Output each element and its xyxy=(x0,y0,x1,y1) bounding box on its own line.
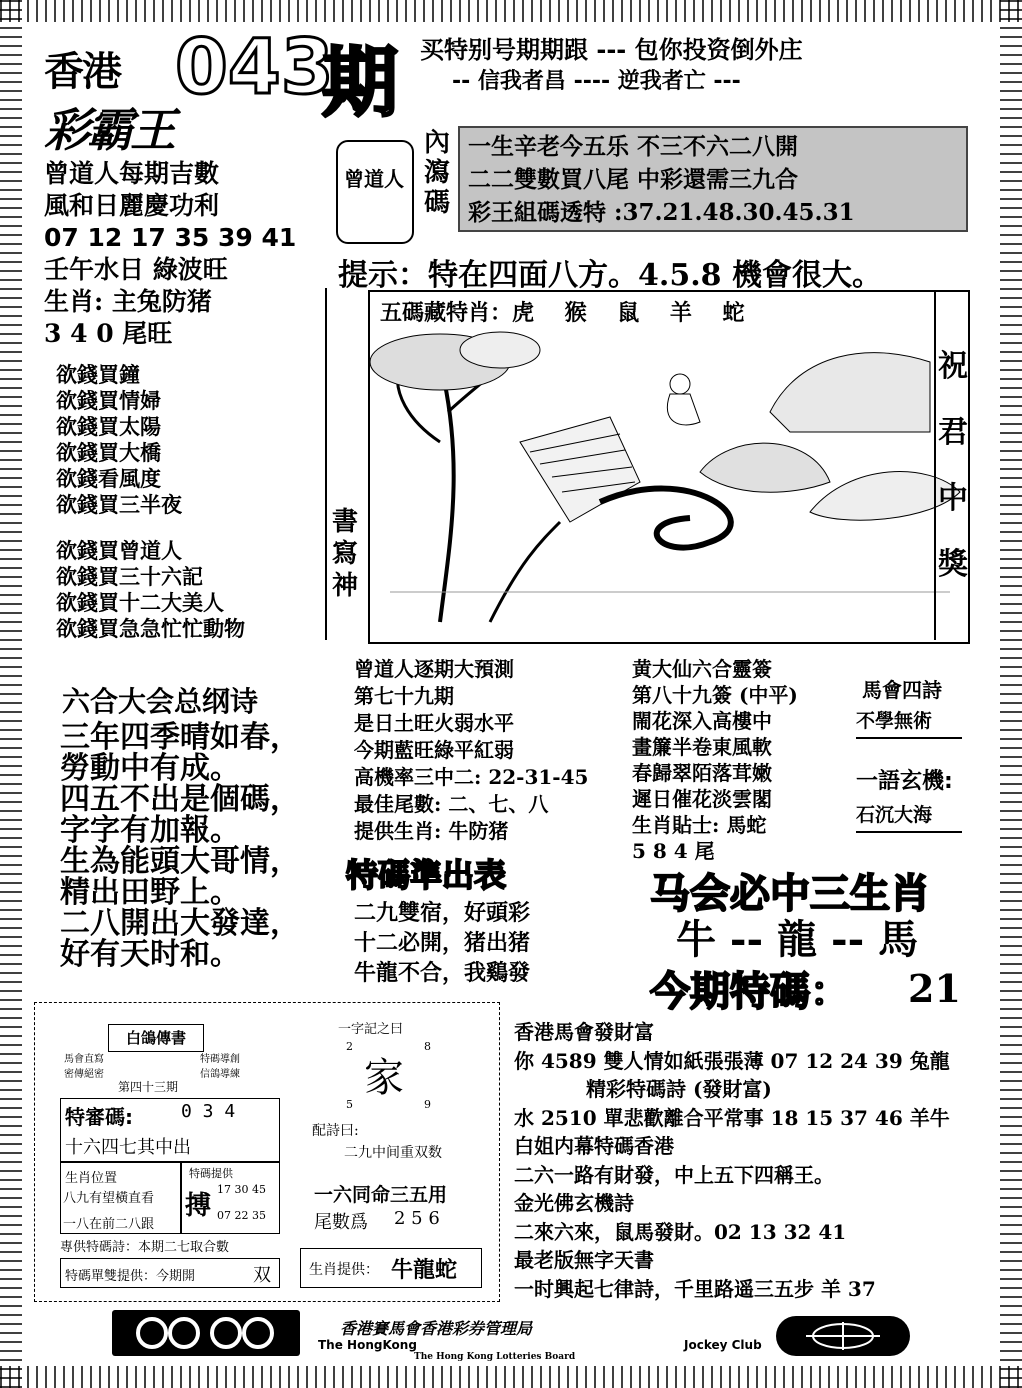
poem-line: 四五不出是個碼， xyxy=(60,782,300,817)
huang-block: 黄大仙六合靈簽 第八十九簽 (中平) 閙花深入高樓中 畫簾半卷東風軟 春歸翠陌落茸嫩 遲日催花淡雲閣 生肖貼士: 馬蛇 5 8 4 尾 xyxy=(632,657,798,863)
brand-bottom: 彩霸王 xyxy=(44,103,173,157)
one-char-n-br: 9 xyxy=(424,1098,431,1111)
secret-box xyxy=(60,1098,280,1162)
provide-char: 搏 xyxy=(185,1191,212,1221)
one-char-n-tl: 2 xyxy=(346,1040,353,1053)
pigeon-title: 白鴿傳書 xyxy=(125,1029,186,1047)
one-char-main: 家 xyxy=(364,1055,404,1101)
poem-label: 專供特碼詩：本期二七取合數 xyxy=(60,1240,230,1255)
intro-line: 曾道人每期吉數 xyxy=(44,159,220,188)
poem-line: 精出田野上。 xyxy=(60,875,240,910)
double-box xyxy=(60,1258,280,1288)
inner-code-logo xyxy=(336,140,414,244)
jockey-club-emblem xyxy=(112,1310,300,1356)
footer-en-3: The Hong Kong Lotteries Board xyxy=(414,1352,576,1362)
pigeon-left-note: 馬會直寫 密傳絕密 xyxy=(64,1054,104,1080)
brand-top: 香港 xyxy=(44,49,120,95)
intro-line: 生肖: 主兔防猪 xyxy=(44,287,212,316)
zodiac-box xyxy=(300,1248,482,1288)
one-char-poem-value: 二九中间重双数 xyxy=(344,1145,442,1161)
slogan-2: -- 信我者昌 ---- 逆我者亡 --- xyxy=(452,69,741,94)
provide-title: 特碼提供 xyxy=(189,1167,233,1180)
forecast-block: 曾道人逐期大預測 第七十九期 是日土旺火弱水平 今期藍旺綠平紅弱 高機率三中二: 22-31-45 最佳尾數: 二、七、八 提供生肖: 牛防猪 xyxy=(354,657,589,843)
list-item: 欲錢買太陽 xyxy=(56,414,161,439)
landscape-illustration xyxy=(370,322,968,642)
one-char-tail-value: 2 5 6 xyxy=(394,1208,440,1229)
secret-label: 特審碼: xyxy=(65,1105,133,1129)
inner-code-panel xyxy=(458,126,968,232)
painting-caption: 五碼藏特肖：虎 猴 鼠 羊 蛇 xyxy=(380,300,745,326)
slogan: 买特别号期期跟 --- 包你投资倒外庄 xyxy=(420,36,803,64)
double-label: 特碼單雙提供：今期開 xyxy=(65,1269,196,1284)
one-char-n-tr: 8 xyxy=(424,1040,431,1053)
left-dotted-border xyxy=(0,0,22,1388)
one-char-poem-label: 配詩曰: xyxy=(312,1123,359,1139)
horse-value-2: 石沉大海 xyxy=(856,800,962,833)
painting-right-label: 祝 君 中 獎 xyxy=(938,349,968,582)
provide-box xyxy=(180,1162,280,1234)
list-item: 欲錢買十二大美人 xyxy=(56,590,224,615)
intro-line: 風和日麗慶功利 xyxy=(44,191,220,220)
intro-numbers: 07 12 17 35 39 41 xyxy=(44,223,297,252)
special-table-lines: 二九雙宿，好頭彩 十二必開，猪出猪 牛龍不合，我鷄發 xyxy=(354,900,531,986)
logo-text: 曾道人 xyxy=(344,167,404,191)
poem-body xyxy=(60,722,300,970)
list-item: 欲錢買鐘 xyxy=(56,362,140,387)
poem-line: 勞動中有成。 xyxy=(60,751,240,786)
top-dotted-border xyxy=(0,0,1022,22)
lotteries-logo xyxy=(776,1316,910,1356)
inner-code-rows: 一生辛老今五乐 不三不六二八開 二二雙數買八尾 中彩還需三九合 彩王組碼透特 :37.21.48.30.45.31 xyxy=(468,133,855,226)
list-item: 欲錢看風度 xyxy=(56,466,161,491)
poem-line: 三年四季晴如春， xyxy=(60,720,300,755)
list-item: 欲錢買急急忙忙動物 xyxy=(56,616,245,641)
intro-block xyxy=(44,158,296,350)
three-zodiac-animals: 牛 -- 龍 -- 馬 xyxy=(676,916,919,963)
three-zodiac-title: 马会必中三生肖 xyxy=(650,871,930,917)
horse-title-1: 馬會四詩 xyxy=(862,678,942,702)
secret-value: 0 3 4 xyxy=(181,1101,236,1122)
poem-line: 好有天时和。 xyxy=(60,937,240,972)
issue-number: 043 xyxy=(175,22,334,111)
double-value: 双 xyxy=(253,1265,271,1286)
today-label: 今期特碼： xyxy=(650,969,850,1015)
special-table-title: 特碼準出表 xyxy=(346,856,507,894)
hint-line: 提示：特在四面八方。4.5.8 機會很大。 xyxy=(338,258,882,293)
poem-line: 二八開出大發達， xyxy=(60,906,300,941)
painting-frame xyxy=(368,290,970,644)
one-char-tail-label: 尾數爲 xyxy=(314,1212,368,1233)
position-line-2: 一八在前二八跟 xyxy=(63,1217,155,1232)
one-char-title: 一字記之曰 xyxy=(338,1022,404,1037)
position-title: 生肖位置 xyxy=(65,1171,118,1186)
painting-left-label: 書寫神 xyxy=(332,507,359,601)
pigeon-title-box xyxy=(108,1024,204,1052)
jockey-club-logo xyxy=(112,1310,300,1356)
provide-nums-1: 17 30 45 xyxy=(217,1183,266,1196)
position-line-1: 八九有望橫直看 xyxy=(63,1191,155,1206)
footer-en-2: Jockey Club xyxy=(684,1338,762,1352)
zodiac-value: 牛龍蛇 xyxy=(391,1257,458,1283)
list-item: 欲錢買三十六記 xyxy=(56,564,203,589)
one-char-n-bl: 5 xyxy=(346,1098,353,1111)
list-item: 欲錢買曾道人 xyxy=(56,538,182,563)
list-item: 欲錢買三半夜 xyxy=(56,492,182,517)
issue-suffix: 期 xyxy=(322,38,398,127)
list-item: 欲錢買大橋 xyxy=(56,440,161,465)
money-list-1 xyxy=(56,362,182,518)
pigeon-issue: 第四十三期 xyxy=(118,1080,179,1094)
horse-title-2: 一語玄機: xyxy=(856,769,953,794)
secret-line: 十六四七其中出 xyxy=(65,1137,191,1158)
one-char-fate: 一六同命三五用 xyxy=(314,1184,448,1206)
footer-cn-name: 香港賽馬會香港彩券管理局 xyxy=(340,1319,533,1338)
position-box xyxy=(60,1162,182,1234)
pigeon-right-note: 特碼導創 信鴿導練 xyxy=(200,1054,240,1080)
lotteries-emblem xyxy=(776,1316,910,1356)
poem-title: 六合大会总纲诗 xyxy=(62,685,259,718)
poem-line: 生為能頭大哥情， xyxy=(60,844,300,879)
fortune-block: 香港馬會發財富 你 4589 雙人情如紙張張薄 07 12 24 39 兔龍 精彩特碼詩 (發財富) 水 2510 單悲歡離合平常事 18 15 37 46 羊牛 白姐内幕特碼香港 二六一路有財發，中上五下四稱王。 金光佛玄機詩 二來六來，鼠馬發財。02 13 32 41 最老版無字天書 一时興起七律詩，千里路遥三五步 羊 37 xyxy=(514,1020,950,1301)
today-value: 21 xyxy=(908,966,961,1011)
bottom-dotted-border xyxy=(0,1366,1022,1388)
inner-code-label: 內 瀉 碼 xyxy=(424,128,451,218)
right-dotted-border xyxy=(1000,0,1022,1388)
intro-line: 3 4 0 尾旺 xyxy=(44,319,173,348)
poem-line: 字字有加報。 xyxy=(60,813,240,848)
list-item: 欲錢買情婦 xyxy=(56,388,161,413)
footer-en-1: The HongKong xyxy=(318,1338,417,1352)
money-list-2 xyxy=(56,538,245,642)
provide-nums-2: 07 22 35 xyxy=(217,1209,266,1222)
intro-line: 壬午水日 綠波旺 xyxy=(44,255,228,284)
zodiac-label: 生肖提供： xyxy=(309,1262,379,1278)
horse-value-1: 不學無術 xyxy=(856,706,962,739)
